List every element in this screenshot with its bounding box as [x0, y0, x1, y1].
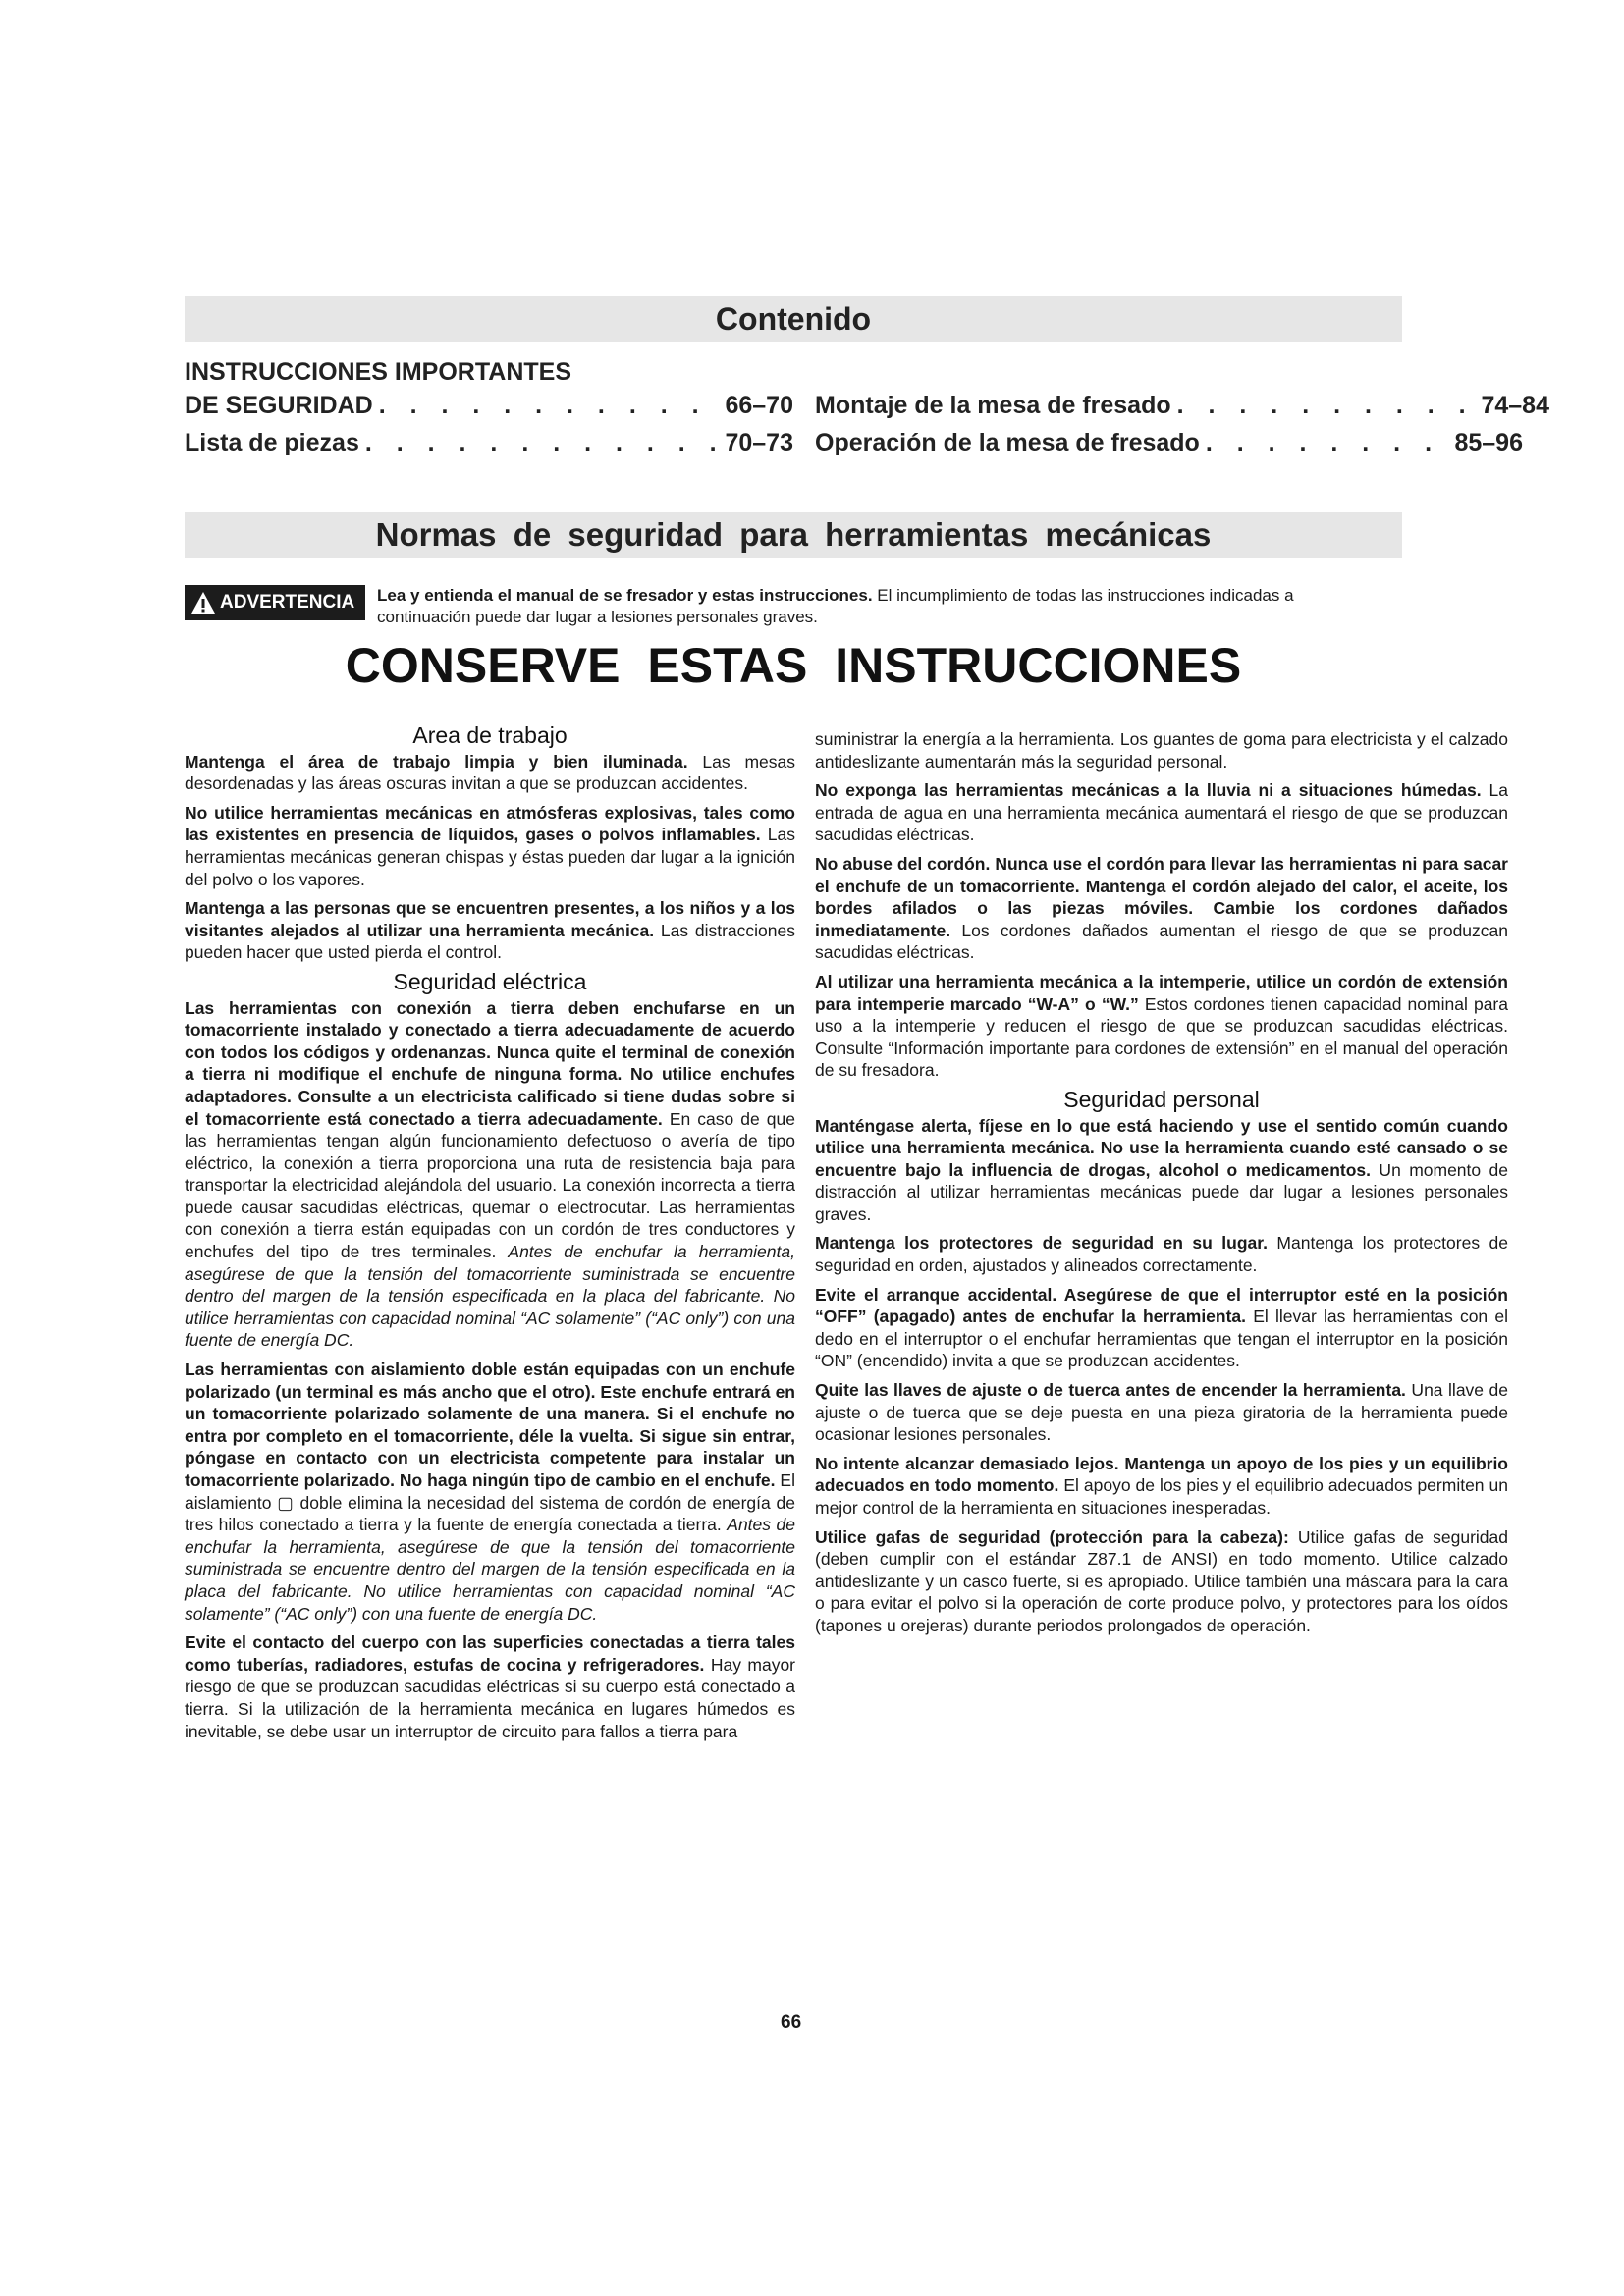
safety-paragraph — [185, 751, 795, 795]
body-text: Un momento de distracción al utilizar herramientas mecánicas puede dar lugar a lesiones personales graves. — [815, 1159, 1508, 1224]
toc-entry[interactable] — [185, 391, 793, 420]
body-text: Utilice gafas de seguridad (deben cumplir con el estándar Z87.1 de ANSI) en todo momento. Utilice calzado antideslizante y un casco fuerte, si es apropiado. Utilice también una máscara para la cara o para evitar el polvo si la operación de corte produce polvo, y protectores para los oídos (tapones u orejeras) durante periodos prolongados de operación. — [815, 1526, 1508, 1635]
safety-paragraph — [815, 728, 1508, 773]
toc-entry[interactable] — [185, 428, 793, 457]
subsection-heading: Seguridad eléctrica — [393, 968, 587, 994]
bold-rule-text: Mantenga el área de trabajo limpia y bien iluminada. — [185, 751, 688, 772]
safety-paragraph — [185, 1359, 795, 1625]
bold-rule-text: Utilice gafas de seguridad (protección para la cabeza): — [815, 1526, 1289, 1547]
safety-paragraph — [815, 779, 1508, 846]
bold-rule-text: Al utilizar una herramienta mecánica a la intemperie, utilice un cordón de extensión para intemperie marcado “W-A” o “W.” — [815, 971, 1508, 1014]
left-column — [185, 724, 795, 1749]
bold-rule-text: Las herramientas con conexión a tierra deben enchufarse en un tomacorriente instalado y conectado a tierra adecuadamente de acuerdo con todos los códigos y ordenanzas. Nunca quite el terminal de conexión a tierra ni modifique el enchufe de ninguna forma. No utilice enchufes adaptadores. Consulte a un electricista calificado si tiene dudas sobre si el tomacorriente está conectado a tierra adecuadamente. — [185, 997, 795, 1129]
bold-rule-text: No exponga las herramientas mecánicas a la lluvia ni a situaciones húmedas. — [815, 780, 1482, 801]
toc-label: Operación de la mesa de fresado — [815, 429, 1200, 456]
body-text: Estos cordones tienen capacidad nominal para uso a la intemperie y reducen el riesgo de que se produzcan sacudidas eléctricas. Consulte “Información importante para cordones de extensión” en el manual del operación de su fresadora. — [815, 993, 1508, 1081]
safety-paragraph — [815, 1379, 1508, 1446]
bold-rule-text: Evite el contacto del cuerpo con las superficies conectadas a tierra tales como tuberías, radiadores, estufas de cocina y refrigeradores. — [185, 1632, 795, 1675]
contents-title: Contenido — [185, 296, 1402, 342]
bold-rule-text: Mantenga los protectores de seguridad en su lugar. — [815, 1233, 1268, 1254]
body-text: Mantenga los protectores de seguridad en orden, ajustados y alineados correctamente. — [815, 1233, 1508, 1276]
body-text: En caso de que las herramientas tengan algún funcionamiento defectuoso o avería de tipo eléctrico, la conexión a tierra proporciona una ruta de resistencia baja para transportar la electricidad alejándola del usuario. La conexión incorrecta a tierra puede causar sacudidas eléctricas, quemar o electrocutar. Las herramientas con conexión a tierra están equipadas con un cordón de tres conductores y enchufes del tipo de tres terminales. — [185, 1108, 796, 1262]
warning-badge — [185, 585, 365, 620]
body-text: Hay mayor riesgo de que se produzcan sacudidas eléctricas si su cuerpo está conectado a tierra. Si la utilización de la herramienta mecánica en lugares húmedos es inevitable, se debe usar un interruptor de circuito para fallos a tierra para — [185, 1654, 795, 1741]
body-text: El apoyo de los pies y el equilibrio adecuados permiten un mejor control de la herramienta en situaciones inesperadas. — [815, 1475, 1508, 1518]
safety-paragraph — [815, 853, 1508, 964]
safety-paragraph — [815, 1115, 1508, 1226]
toc-leader — [373, 391, 726, 420]
safety-paragraph — [185, 802, 795, 890]
bold-rule-text: Evite el arranque accidental. Asegúrese de que el interruptor esté en la posición “OFF” (apagado) antes de enchufar la herramienta. — [815, 1284, 1508, 1327]
toc-entry[interactable] — [815, 428, 1523, 457]
warning-text — [377, 585, 1369, 628]
warning-badge-label: ADVERTENCIA — [220, 592, 355, 613]
toc-pages: 74–84 — [1481, 392, 1549, 419]
toc-leader — [359, 428, 726, 457]
bold-rule-text: Manténgase alerta, fíjese en lo que está haciendo y use el sentido común cuando utilice una herramienta mecánica. No use la herramienta cuando esté cansado o se encuentre bajo la influencia de drogas, alcohol o medicamentos. — [815, 1115, 1508, 1180]
bold-rule-text: Mantenga a las personas que se encuentren presentes, a los niños y a los visitantes alejados al utilizar una herramienta mecánica. — [185, 898, 795, 940]
toc-pages: 70–73 — [725, 429, 793, 456]
toc-pages: 85–96 — [1454, 429, 1523, 456]
page-number: 66 — [781, 2012, 802, 2033]
body-text: Las herramientas mecánicas generan chispas y éstas pueden dar lugar a la ignición del polvo o los vapores. — [185, 825, 796, 889]
bold-rule-text: Las herramientas con aislamiento doble están equipadas con un enchufe polarizado (un terminal es más ancho que el otro). Este enchufe entrará en un tomacorriente polarizado solamente de una manera. Si el enchufe no entra por completo en el tomacorriente, déle la vuelta. Si sigue sin entrar, póngase en contacto con un electricista competente para instalar un tomacorriente polarizado. No haga ningún tipo de cambio en el enchufe. — [185, 1360, 795, 1490]
section-title: Normas de seguridad para herramientas mecánicas — [185, 512, 1402, 558]
italic-note-text: Antes de enchufar la herramienta, asegúrese de que la tensión del tomacorriente suministrada se encuentre dentro del margen de la tensión especificada en la placa del fabricante. No utilice herramientas con capacidad nominal “AC solamente” (“AC only”) con una fuente de energía DC. — [185, 1242, 795, 1351]
safety-paragraph — [815, 1284, 1508, 1372]
body-text: La entrada de agua en una herramienta mecánica aumentará el riesgo de que se produzcan sacudidas eléctricas. — [815, 780, 1509, 845]
safety-paragraph — [815, 1526, 1508, 1637]
subsection-heading: Area de trabajo — [412, 722, 568, 748]
body-text: El llevar las herramientas con el dedo en el interruptor o el enchufar herramientas que tengan el interruptor en la posición “ON” (encendido) invita a que se produzcan accidentes. — [815, 1307, 1508, 1371]
bold-rule-text: No abuse del cordón. Nunca use el cordón para llevar las herramientas ni para sacar el enchufe de un tomacorriente. Mantenga el cordón alejado del calor, el aceite, los bordes afilados o las piezas móviles. Cambie los cordones dañados inmediatamente. — [815, 853, 1508, 940]
toc-pages: 66–70 — [725, 392, 793, 419]
toc-label: DE SEGURIDAD — [185, 392, 373, 419]
warning-bold: Lea y entienda el manual de se fresador y estas instrucciones. — [377, 586, 873, 605]
bold-rule-text: No utilice herramientas mecánicas en atmósferas explosivas, tales como las existentes en presencia de líquidos, gases o polvos inflamables. — [185, 802, 795, 845]
italic-note-text: Antes de enchufar la herramienta, asegúrese de que la tensión del tomacorriente suministrada se encuentre dentro del margen de la tensión especificada en la placa del fabricante. No utilice herramientas con capacidad nominal “AC solamente” (“AC only”) con una fuente de energía DC. — [185, 1515, 795, 1624]
safety-paragraph — [815, 1232, 1508, 1276]
toc-entry[interactable] — [815, 391, 1549, 420]
right-column — [815, 728, 1508, 1644]
body-text: Una llave de ajuste o de tuerca que se deje puesta en una pieza giratoria de la herramienta puede ocasionar lesiones personales. — [815, 1380, 1508, 1445]
bold-rule-text: Quite las llaves de ajuste o de tuerca antes de encender la herramienta. — [815, 1380, 1406, 1401]
body-text: Las mesas desordenadas y las áreas oscuras invitan a que se produzcan accidentes. — [185, 751, 795, 794]
bold-rule-text: No intente alcanzar demasiado lejos. Mantenga un apoyo de los pies y un equilibrio adecuados en todo momento. — [815, 1453, 1508, 1496]
body-text: suministrar la energía a la herramienta. Los guantes de goma para electricista y el calzado antideslizante aumentarán más la seguridad personal. — [815, 729, 1508, 772]
toc-entry-line1: INSTRUCCIONES IMPORTANTES — [185, 358, 571, 386]
toc-leader — [1171, 391, 1482, 420]
safety-paragraph — [815, 1453, 1508, 1520]
safety-paragraph — [815, 971, 1508, 1082]
body-text: Los cordones dañados aumentan el riesgo de que se produzcan sacudidas eléctricas. — [815, 920, 1508, 963]
safety-paragraph — [185, 897, 795, 964]
save-instructions-banner: CONSERVE ESTAS INSTRUCCIONES — [345, 638, 1242, 693]
safety-paragraph — [185, 1631, 795, 1742]
toc-label: Montaje de la mesa de fresado — [815, 392, 1171, 419]
warning-body: El incumplimiento de todas las instrucciones indicadas a continuación puede dar lugar a lesiones personales graves. — [377, 586, 1294, 626]
safety-paragraph — [185, 997, 795, 1353]
body-text: Las distracciones pueden hacer que usted pierda el control. — [185, 920, 795, 963]
warning-triangle-icon — [190, 591, 216, 614]
toc-label: Lista de piezas — [185, 429, 359, 456]
toc-leader — [1200, 428, 1455, 457]
subsection-heading: Seguridad personal — [1063, 1086, 1260, 1112]
body-text: El aislamiento ▢ doble elimina la necesidad del sistema de cordón de energía de tres hilos conectado a tierra y la fuente de energía conectada a tierra. — [185, 1470, 795, 1535]
